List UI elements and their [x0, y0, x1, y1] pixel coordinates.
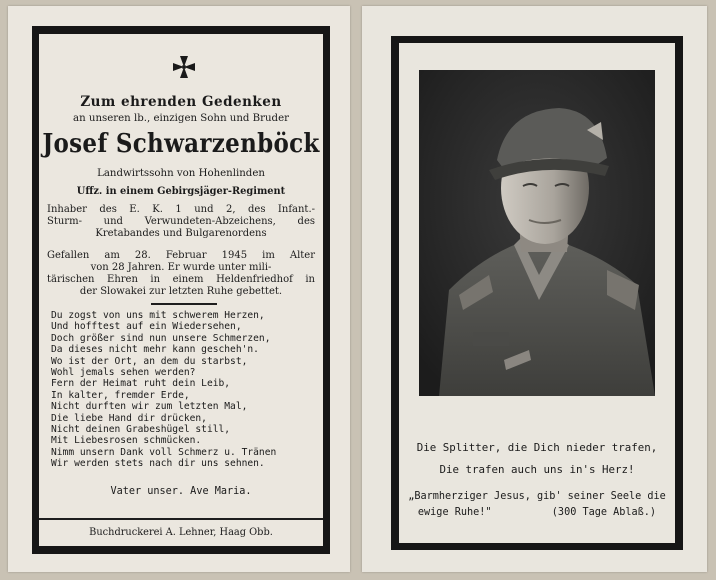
poem-line: Da dieses nicht mehr kann gescheh'n. — [51, 344, 259, 356]
mourning-border-left — [32, 26, 330, 554]
awards-line-1: Inhaber des E. K. 1 und 2, des Infant.- — [47, 204, 315, 215]
poem-line: Die liebe Hand dir drücken, — [51, 412, 207, 424]
poem-line: In kalter, fremder Erde, — [51, 389, 190, 401]
relation-line: an unseren lb., einzigen Sohn und Bruder — [73, 113, 289, 124]
memorial-card-front — [8, 6, 350, 572]
poem-line: Wir werden stets nach dir uns sehnen. — [51, 458, 265, 470]
invocation-line-2 — [399, 507, 675, 518]
awards-line-2: Sturm- und Verwundeten-Abzeichens, des — [47, 216, 315, 227]
iron-cross-icon — [171, 54, 197, 80]
mourning-border-right — [391, 36, 683, 550]
poem-line: Nicht deinen Grabeshügel still, — [51, 424, 231, 436]
soldier-portrait-photo — [419, 70, 655, 396]
poem-line: Nimm unsern Dank voll Schmerz u. Tränen — [51, 446, 277, 458]
portrait-image — [419, 70, 655, 396]
death-line-4: der Slowakei zur letzten Ruhe gebettet. — [79, 286, 283, 297]
origin-line: Landwirtssohn von Hohenlinden — [97, 168, 265, 179]
poem-line: Fern der Heimat ruht dein Leib, — [51, 378, 231, 390]
deceased-name: Josef Schwarzenböck — [42, 127, 320, 160]
footer-rule — [39, 518, 323, 520]
memorial-card-back — [362, 6, 707, 572]
invocation-line-1: „Barmherziger Jesus, gib' seiner Seele die — [408, 491, 666, 502]
divider-rule — [151, 303, 217, 305]
poem-line: Mit Liebesrosen schmücken. — [51, 435, 202, 447]
poem-line: Wo ist der Ort, an dem du starbst, — [51, 355, 248, 367]
memorial-heading: Zum ehrenden Gedenken — [80, 94, 282, 110]
poem-line: Und hofftest auf ein Wiedersehen, — [51, 321, 242, 333]
death-line-3: tärischen Ehren in einem Heldenfriedhof in — [47, 274, 315, 285]
poem-line: Nicht durften wir zum letzten Mal, — [51, 401, 248, 413]
death-line-2: von 28 Jahren. Er wurde unter mili- — [90, 262, 272, 273]
prayer-line: Vater unser. Ave Maria. — [110, 486, 252, 497]
printer-credit: Buchdruckerei A. Lehner, Haag Obb. — [89, 527, 273, 538]
awards-line-3: Kretabandes und Bulgarenordens — [95, 228, 267, 239]
poem-line: Wohl jemals sehen werden? — [51, 367, 196, 379]
indulgence-note: (300 Tage Ablaß.) — [551, 507, 657, 518]
memorial-poem — [51, 310, 321, 470]
poem-line: Du zogst von uns mit schwerem Herzen, — [51, 310, 265, 321]
poem-line: Doch größer sind nun unsere Schmerzen, — [51, 332, 271, 344]
rank-line: Uffz. in einem Gebirgsjäger-Regiment — [76, 186, 286, 197]
invocation-text: ewige Ruhe!" — [417, 507, 492, 518]
verse-line-2: Die trafen auch uns in's Herz! — [439, 463, 635, 476]
verse-line-1: Die Splitter, die Dich nieder trafen, — [416, 441, 658, 454]
death-line-1: Gefallen am 28. Februar 1945 im Alter — [47, 250, 315, 261]
